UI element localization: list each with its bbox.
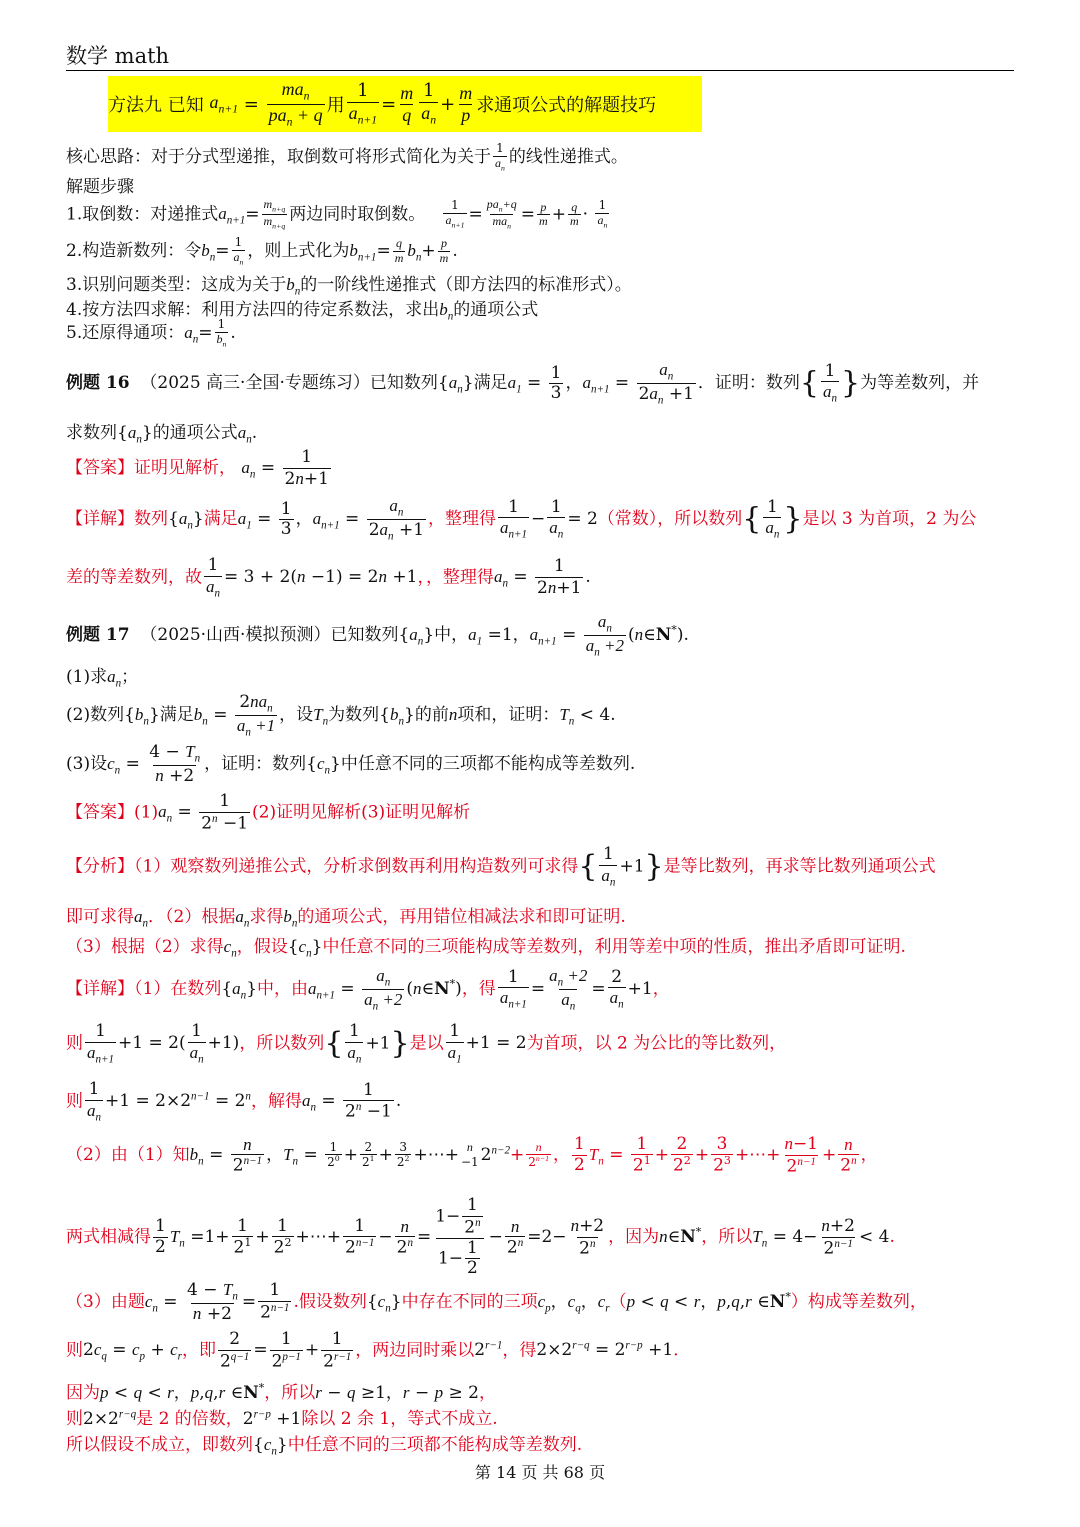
- example-17-q1: (1)求$a_n$；: [66, 667, 139, 690]
- example-16-detail: 【详解】数列$\{a_n\}$满足$a_1$ = $\frac{1}{3}$ ，$a_{n+1}$ = $\frac{a_n}{2a_n +1}$ ，整理得 $\frac{1}{a_{n+1}}$ − $\frac{1}{a_n}$ = 2（常数），所以数列{ $\frac{1}{a_n}$ }是以 3 为首项，2 为公: [66, 496, 977, 543]
- steps-title: 解题步骤: [66, 177, 134, 197]
- example-17-detail-2: 则 $\frac{1}{a_{n+1}}$ +1 = 2( $\frac{1}{a_n}$ +1)，所以数列{ $\frac{1}{a_n}$ +1}是以 $\frac{1}{a_1}$ +1 = 2为首项，以 2 为公比的等比数列，: [66, 1021, 787, 1065]
- step-5: 5.还原得通项：$a_n=$ $\frac{1}{b_n}$ .: [66, 317, 236, 349]
- example-17-q2: (2)数列$\{b_n\}$满足$b_n$ = $2na_n$ $a_n +1$ ，设$T_n$为数列$\{b_n\}$的前n项和，证明：$T_n < 4$.: [66, 692, 616, 739]
- example-16-question: 例题 16 （2025 高三·全国·专题练习）已知数列$\{a_n\}$满足$a_1$ = $\frac{1}{3}$ ，$a_{n+1}$ = $\frac{a_n}{2a_n +1}$ ．证明：数列{ $\frac{1}{a_n}$ }为等差数列，并: [66, 360, 980, 407]
- example-17-question: 例题 17 （2025·山西·模拟预测）已知数列$\{a_n\}$中，$a_1 =1$，$a_{n+1}$ = $\frac{a_n}{a_n +2}$ (n∈N*).: [66, 612, 689, 659]
- page-number: 第 14 页 共 68 页: [474, 1463, 606, 1482]
- example-17-detail-6: （3）由题$c_n$ = $\frac{4 - T_n}{n +2}$ = $\frac{1}{2^{n-1}}$ .假设数列$\{c_n\}$中存在不同的三项$c_p$，$c_q$，$c_r(p < q < r$，p,q,r ∈N*）构成等差数列，: [66, 1280, 927, 1325]
- example-17-analysis-2: 即可求得$a_n$．（2）根据$a_n$求得$b_n$的通项公式，再用错位相减法求和即可证明.: [66, 907, 626, 930]
- step-1: 1.取倒数：对递推式$a_{n+1}=$ $\frac{m_{n+q}}{m_{n+q}}$ 两边同时取倒数。 $\frac{1}{a_{n+1}}$ = $pa_n+q$ $ma_n$ = $\frac{p}{m}$ + $\frac{q}{m}$ · $\frac{1}{a_n}$: [66, 197, 608, 231]
- example-17-answer: 【答案】$(1)a_n$ = $\frac{1}{2^n -1}$ (2)证明见解析(3)证明见解析: [66, 791, 471, 834]
- example-17-detail-10: 所以假设不成立，即数列$\{c_n\}$中任意不同的三项都不能构成等差数列.: [66, 1435, 583, 1458]
- step-2: 2.构造新数列：令$b_n=$ $\frac{1}{a_n}$ ，则上式化为$b_{n+1}=$ $\frac{q}{m}$ $b_n+$ $\frac{p}{m}$ .: [66, 235, 458, 267]
- step-3: 3.识别问题类型：这成为关于$b_n$的一阶线性递推式（即方法四的标准形式）。: [66, 275, 632, 298]
- example-16-question-2: 求数列$\{a_n\}$的通项公式$a_n$.: [66, 423, 258, 446]
- example-16-detail-2: 差的等差数列，故 $\frac{1}{a_n}$ = 3 + 2(n −1) = 2n +1，，整理得$a_n$ = $\frac{1}{2n+1}$ .: [66, 555, 591, 599]
- header-divider: [66, 70, 1014, 71]
- example-17-detail-1: 【详解】（1）在数列$\{a_n\}$中，由$a_{n+1}$ = $\frac{a_n}{a_n +2}$ (n∈N*)，得 $\frac{1}{a_{n+1}}$ = $\frac{a_n +2}{a_n}$ = $\frac{2}{a_n}$ +1，: [66, 966, 670, 1013]
- example-17-detail-5: 两式相减得 $\frac{1}{2}$ $T_n =1+$ $\frac{1}{2^1}$ + $\frac{1}{2^2}$ +⋯+ $\frac{1}{2^{n-1}}$ − $\frac{n}{2^n}$ = 1− $\frac{1}{2^n}$ 1− $\frac{1}{2}$ − $\frac{n}{2^n}$ =2− $\frac{n+2}{2^n}$ ，因为n∈N*，所以$T_n = 4-$ $\frac{n+2}{2^{n-1}}$ < 4.: [66, 1195, 895, 1279]
- page-header: 数学 math: [66, 44, 170, 68]
- example-17-detail-3: 则 $\frac{1}{a_n}$ $+1 = 2\times 2^{n-1} = 2^n$，解得$a_n$ = $\frac{1}{2^n -1}$ .: [66, 1079, 402, 1123]
- example-17-detail-7: 则$2c_q = c_p + c_r$，即 $\frac{2}{2^{q-1}}$ = $\frac{1}{2^{p-1}}$ + $\frac{1}{2^{r-1}}$ ，两边同时乘以$2^{r-1}$，得$2\times 2^{r-q} = 2^{r-p} +1$.: [66, 1329, 679, 1372]
- example-17-q3: (3)设$c_n$ = $\frac{4 - T_n}{n +2}$ ，证明：数列$\{c_n\}$中任意不同的三项都不能构成等差数列.: [66, 742, 636, 787]
- example-17-detail-4: （2）由（1）知$b_n$ = $\frac{n}{2^{n-1}}$ ，$T_n$ = $\frac{1}{2^0}$ + $\frac{2}{2^1}$ + $\frac{3}{2^2}$ +⋯+ n −1 $2^{n-2}+$ $\frac{n}{2^{n-1}}$ ， $\frac{1}{2}$ $T_n$ = $\frac{1}{2^1}$ + $\frac{2}{2^2}$ + $\frac{3}{2^3}$ +⋯+ $\frac{n-1}{2^{n-1}}$ + $\frac{n}{2^n}$ ，: [66, 1133, 878, 1177]
- example-17-analysis-1: 【分析】（1）观察数列递推公式，分析求倒数再利用构造数列可求得{ $\frac{1}{a_n}$ +1}是等比数列，再求等比数列通项公式: [66, 844, 936, 888]
- method-heading: 方法九 已知 $a_{n+1}$ = $ma_n$ $pa_n + q$ 用 1 $a_{n+1}$ = m q 1 $a_n$ + m p 求通项公式的解题技巧: [108, 76, 702, 132]
- step-4: 4.按方法四求解：利用方法四的待定系数法，求出$b_n$的通项公式: [66, 300, 539, 323]
- core-idea: 核心思路：对于分式型递推，取倒数可将形式简化为关于 $\frac{1}{a_n}$ 的线性递推式。: [66, 141, 628, 173]
- example-17-detail-8: 因为p < q < r，p,q,r ∈N*，所以r − q ≥1，r − p ≥ 2，: [66, 1381, 496, 1403]
- example-16-answer: 【答案】证明见解析， $a_n$ = $\frac{1}{2n+1}$: [66, 447, 329, 489]
- example-17-detail-9: 则$2\times 2^{r-q}$是 2 的倍数，$2^{r-p} +1$除以 2 余 1，等式不成立.: [66, 1408, 498, 1429]
- example-17-analysis-3: （3）根据（2）求得$c_n$，假设$\{c_n\}$中任意不同的三项能构成等差数列，利用等差中项的性质，推出矛盾即可证明.: [66, 937, 906, 960]
